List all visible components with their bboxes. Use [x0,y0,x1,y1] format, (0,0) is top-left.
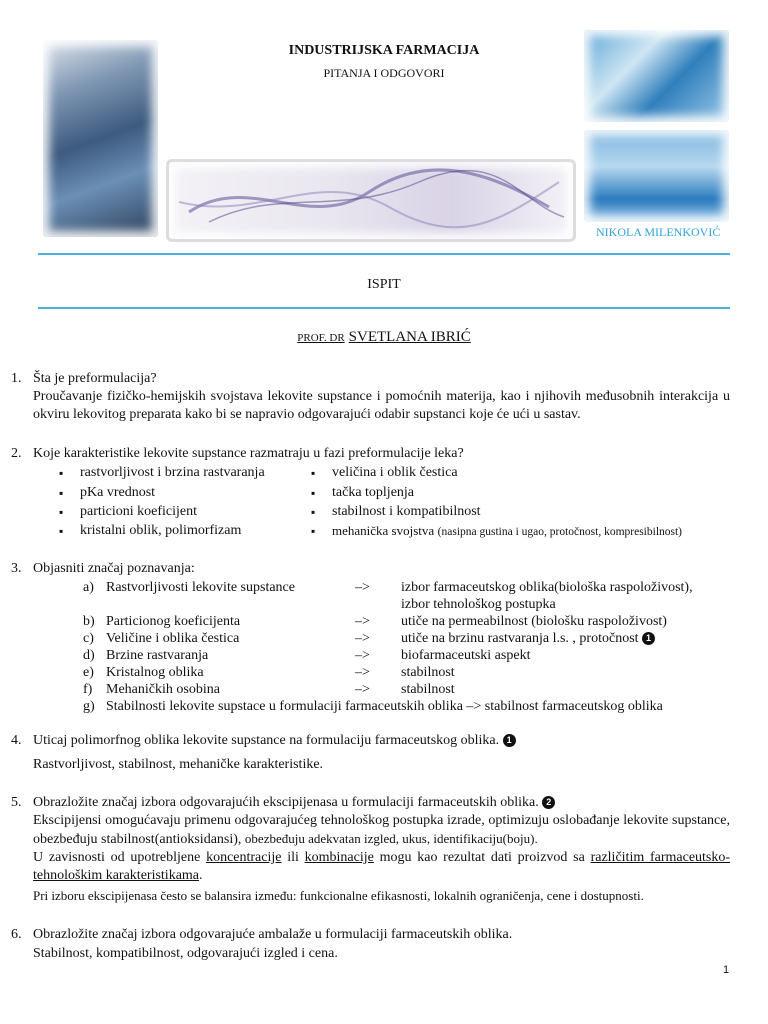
q5-text: mogu kao rezultat dati proizvod sa [379,850,585,865]
q6-answer: Stabilnost, kompatibilnost, odgovarajući izgled i cena. [33,946,338,961]
q3-result: izbor farmaceutskog oblika(biološka raspoloživost), [401,580,693,595]
q3-letter: f) [83,682,93,697]
q3-result: utiče na permeabilnost (biološku raspoloživost) [401,614,667,629]
q4-question: Uticaj polimorfnog oblika lekovite supstance na formulaciju farmaceutskog oblika. [33,733,500,748]
q5-text: U zavisnosti od upotrebljene [33,850,201,865]
document-subtitle: PITANJA I ODGOVORI [323,66,445,80]
smoke-photo [166,159,576,242]
q5-answer-b [33,849,730,885]
q3-result: biofarmaceutski aspekt [401,648,531,663]
q5-underlined: kombinacije [304,850,374,865]
q5-answer-a [33,812,730,849]
q3-arrow: –> [355,682,370,697]
q3-letter: e) [83,665,94,680]
q4-question-line [33,732,516,750]
q2-mech-note: (nasipna gustina i ugao, protočnost, kompresibilnost) [437,526,683,538]
q3-letter: g) [83,699,95,714]
q3-item: Particionog koeficijenta [106,614,241,629]
q5-underlined: različitim farmaceutsko-tehnološkim karakteristikama [33,850,731,883]
q2-number: 2. [11,446,22,461]
q3-letter: d) [83,648,95,663]
q4-answer: Rastvorljivost, stabilnost, mehaničke karakteristike. [33,757,324,772]
q3-item: Mehaničkih osobina [106,682,220,697]
q5-answer-c: Pri izboru ekscipijenasa često se balansira između: funkcionalne efikasnosti, lokalnih ograničenja, cene i dostupnosti. [33,888,644,903]
q2-col2-item-last [332,522,682,541]
number-badge-icon: 1 [642,632,655,645]
q3-arrow: –> [355,580,370,595]
q3-arrow: –> [355,631,370,646]
q2-col1-item: ▪ rastvorljivost i brzina rastvaranja [80,464,265,482]
q2-col2-item: ▪ stabilnost i kompatibilnost [332,503,481,521]
water-glass-photo [584,130,729,222]
q3-result-c [401,630,655,647]
number-badge-icon: 1 [503,734,516,747]
q5-text: . [199,868,203,883]
section-heading: ISPIT [367,277,401,292]
q5-underlined: koncentracije [206,850,282,865]
q6-question: Obrazložite značaj izbora odgovarajuće ambalaže u formulaciji farmaceutskih oblika. [33,927,513,942]
q5-answer-a-small: obezbeđuju adekvatan izgled, ukus, identifikaciju(boju). [244,831,538,846]
q3-result: stabilnost [401,665,455,680]
q3-item: Veličine i oblika čestica [106,631,240,646]
q1-question: Šta je preformulacija? [33,371,157,386]
q3-item: Kristalnog oblika [106,665,204,680]
q3-item: Rastvorljivosti lekovite supstance [106,580,295,595]
q3-letter: a) [83,580,94,595]
q3-letter: b) [83,614,95,629]
document-title: INDUSTRIJSKA FARMACIJA [288,43,480,58]
q3-result: stabilnost [401,682,455,697]
bottom-divider [38,307,730,309]
q2-mech-label: mehanička svojstva [332,523,435,538]
q2-col1-item: ▪ particioni koeficijent [80,503,197,521]
q2-question: Koje karakteristike lekovite supstance razmatraju u fazi preformulacije leka? [33,446,464,461]
q5-answer-a-text: Ekscipijensi omogućavaju primenu odgovarajućeg tehnološkog postupka izrade, optimizuju oslobađanje lekovite supstance, obezbeđuju stabilnost(antioksidansi), [33,813,730,847]
q3-result-text: utiče na brzinu rastvaranja l.s. , protočnost [401,631,639,646]
q3-g-text: Stabilnosti lekovite supstace u formulaciji farmaceutskih oblika –> stabilnost farmaceutskog oblika [106,699,663,714]
q2-col2-item: ▪ veličina i oblik čestica [332,464,458,482]
q5-question-line [33,794,555,812]
q2-col1-item: ▪ kristalni oblik, polimorfizam [80,522,241,540]
q5-question: Obrazložite značaj izbora odgovarajućih ekscipijenasa u formulaciji farmaceutskih oblika. [33,795,539,810]
q3-question: Objasniti značaj poznavanja: [33,561,195,576]
q5-number: 5. [11,795,22,810]
number-badge-icon: 2 [542,796,555,809]
prof-prefix: PROF. DR [297,332,345,344]
q3-arrow: –> [355,665,370,680]
author-name: NIKOLA MILENKOVIĆ [596,225,721,239]
q3-number: 3. [11,561,22,576]
q1-number: 1. [11,371,22,386]
prof-name: SVETLANA IBRIĆ [348,329,471,345]
q3-arrow: –> [355,614,370,629]
q5-text: ili [287,850,299,865]
q3-item: Brzine rastvaranja [106,648,209,663]
top-divider [38,253,730,255]
page-number: 1 [723,964,730,976]
q3-result: izbor tehnološkog postupka [401,597,556,612]
professor-line [0,328,768,346]
q3-letter: c) [83,631,94,646]
q4-number: 4. [11,733,22,748]
q2-col1-item: ▪ pKa vrednost [80,484,155,502]
q6-number: 6. [11,927,22,942]
q1-answer: Proučavanje fizičko-hemijskih svojstava lekovite supstance i pomoćnih materija, kao i njihovih međusobnih interakcija u okviru lekovitog preparata kako bi se napravio odgovarajući odabir supstanci koje će ući u sastav. [33,389,730,422]
q2-col2-item: ▪ tačka topljenja [332,484,414,502]
q3-arrow: –> [355,648,370,663]
